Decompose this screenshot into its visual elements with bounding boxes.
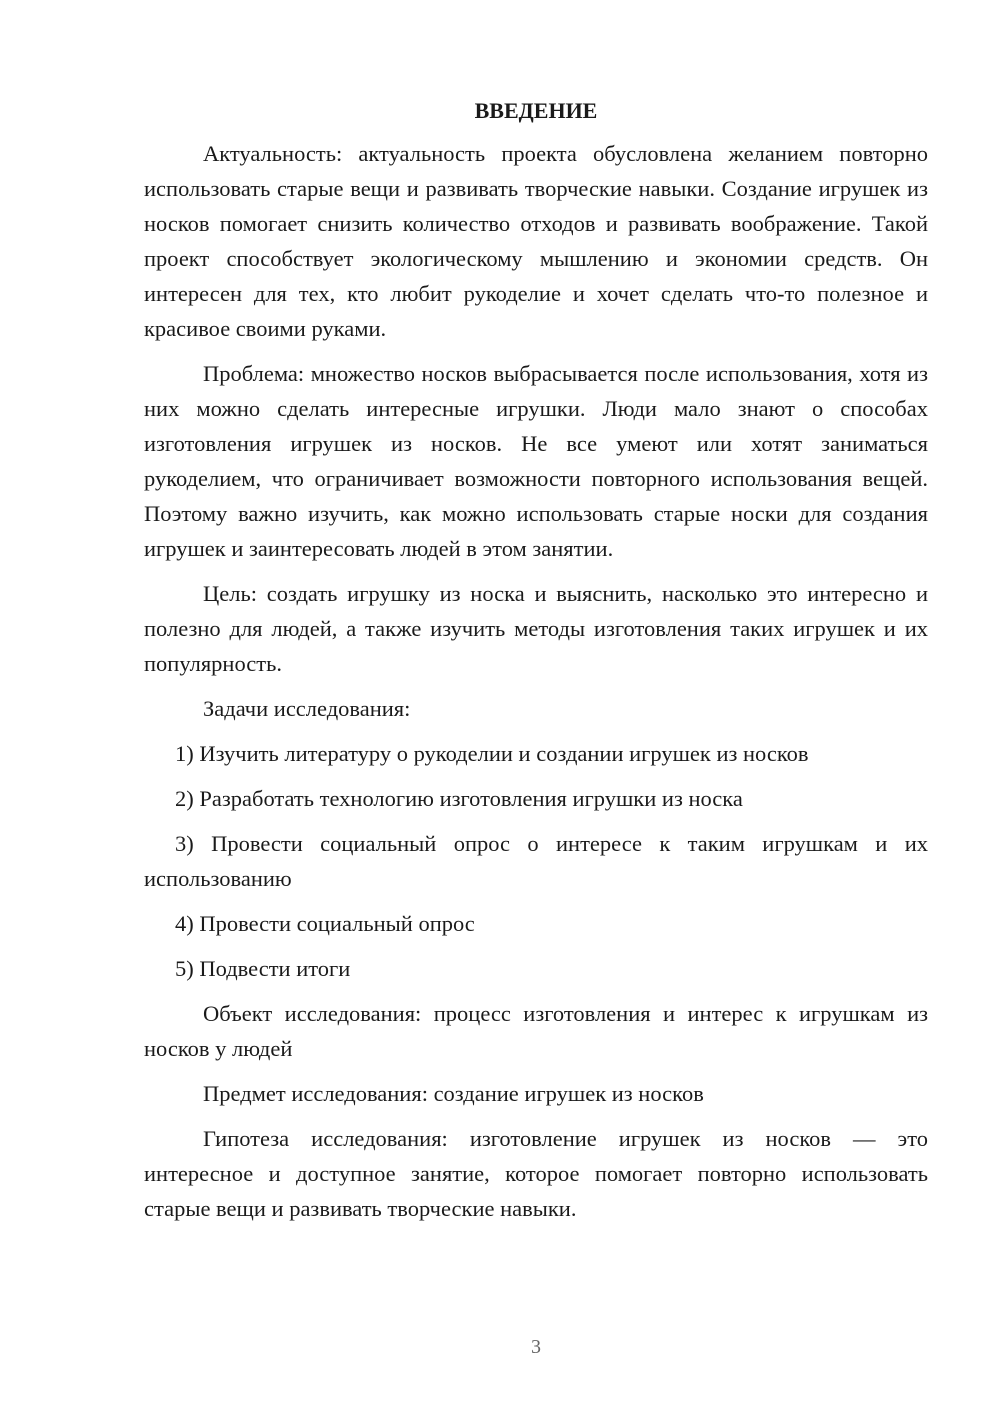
task-item-5: 5) Подвести итоги (175, 956, 351, 981)
paragraph-goal: Цель: создать игрушку из носка и выяснить, насколько это интересно и полезно для людей, а также изучить методы изготовления таких игрушек и их популярность. (144, 581, 928, 676)
task-item-1: 1) Изучить литературу о рукоделии и создании игрушек из носков (175, 741, 809, 766)
page-number: 3 (531, 1336, 541, 1358)
paragraph-subject: Предмет исследования: создание игрушек из носков (203, 1081, 704, 1106)
task-item-2: 2) Разработать технологию изготовления игрушки из носка (175, 786, 743, 811)
task-item-4: 4) Провести социальный опрос (175, 911, 475, 936)
paragraph-hypothesis: Гипотеза исследования: изготовление игрушек из носков — это интересное и доступное занятие, которое помогает повторно использовать старые вещи и развивать творческие навыки. (144, 1126, 928, 1221)
paragraph-problem: Проблема: множество носков выбрасывается после использования, хотя из них можно сделать интересные игрушки. Люди мало знают о способах изготовления игрушек из носков. Не все умеют или хотят заниматься рукоделием, что ограничивает возможности повторного использования вещей. Поэтому важно изучить, как можно использовать старые носки для создания игрушек и заинтересовать людей в этом занятии. (144, 361, 928, 561)
page-content (144, 96, 928, 1236)
paragraph-object: Объект исследования: процесс изготовления и интерес к игрушкам из носков у людей (144, 1001, 928, 1061)
section-heading: ВВЕДЕНИЕ (474, 98, 598, 123)
tasks-title: Задачи исследования: (203, 696, 411, 721)
paragraph-relevance: Актуальность: актуальность проекта обусловлена желанием повторно использовать старые вещи и развивать творческие навыки. Создание игрушек из носков помогает снизить количество отходов и развивать воображение. Такой проект способствует экологическому мышлению и экономии средств. Он интересен для тех, кто любит рукоделие и хочет сделать что-то полезное и красивое своими руками. (144, 141, 928, 341)
task-item-3: 3) Провести социальный опрос о интересе к таким игрушкам и их использованию (144, 831, 928, 891)
